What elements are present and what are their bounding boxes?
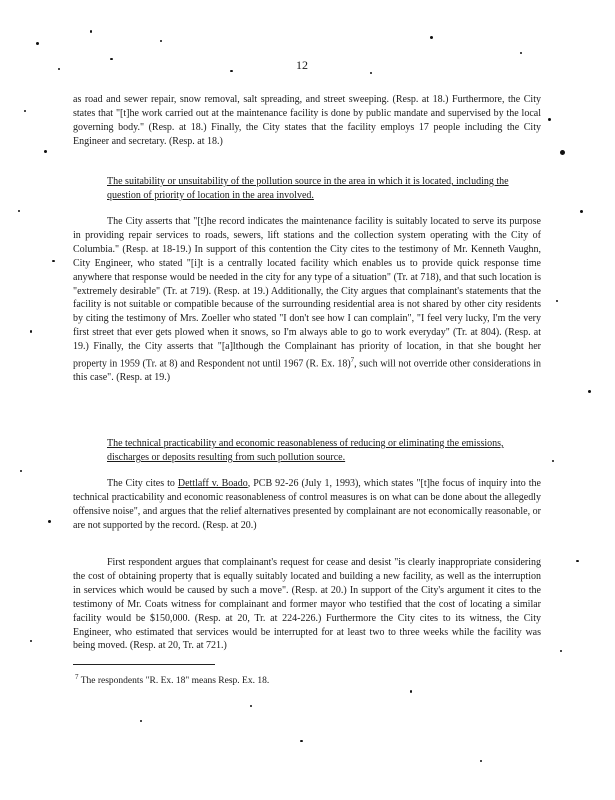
case-citation: Dettlaff v. Boado [177,478,248,489]
paragraph-practicability-text-a: The City cites to [107,478,178,489]
footnote-reference: 7 [350,356,355,365]
footnote-number: 7 [75,673,79,681]
footnote [75,673,269,686]
page-number: 12 [296,58,308,72]
section-heading-suitability: The suitability or unsuitability of the pollution source in the area in which it is located, including the question of priority of location in the area involved. [107,176,509,201]
footnote-divider [73,664,215,665]
paragraph-suitability-tail: , such will not override other considerations in this case". (Resp. at 19.) [73,358,541,384]
paragraph-suitability-text: The City asserts that "[t]he record indicates the maintenance facility is suitably located to serve its purpose in providing repair services to roads, sewers, lift stations and the collection system operating with the City of Columbia." (Resp. at 18-19.) In support of this contention the City cites to the testimony of Mr. Kenneth Vaughn, City Engineer, who stated "[i]t is a centrally located facility which enables us to provide quick response time anywhere that response would be needed in the city for any type of a situation" (Tr. at 718), and that such location is "extremely desirable" (Tr. at 719). (Resp. at 19.) Additionally, the City argues that complainant's statements that the facility is not suitable or compatible because of the surrounding residential area is not shared by other city residents by citing the testimony of Mrs. Zoeller who stated "I don't see how I can complain", "I feel very lucky, I'm the very first street that ever gets plowed when it snows, so I'm always able to go to work everyday" (Tr. at 804). (Resp. at 19.) Finally, the City asserts that "[a]lthough the Complainant has priority of location, in that she bought her property in 1959 (Tr. at 8) and Respondent not until 1967 (R. Ex. 18) [73,216,541,370]
paragraph-intro: as road and sewer repair, snow removal, salt spreading, and street sweeping. (Resp. at 18.) Furthermore, the City states that "[t]he work carried out at the maintenance facility is done by public mandate and supervised by the local governing body." (Resp. at 18.) Finally, the City states that the facility employs 17 people including the City Engineer and secretary. (Resp. at 18.) [73,94,541,147]
paragraph-suitability [73,215,541,385]
paragraph-practicability-text-b: , PCB 92-26 (July 1, 1993), which states "[t]he focus of inquiry into the technical practicability and economic reasonableness of control measures is on what can be done about the allegedly offensive noise", and argues that the relief alternatives presented by complainant are not economically reasonable, or are not supported by the record. (Resp. at 20.) [73,478,541,531]
footnote-text: The respondents "R. Ex. 18" means Resp. Ex. 18. [78,676,270,687]
paragraph-practicability [73,477,541,533]
paragraph-cost: First respondent argues that complainant's request for cease and desist "is clearly inappropriate considering the cost of obtaining property that is equally suitably located and building a new facility, as well as the interruption in services which would be caused by such a move". (Resp. at 20.) In support of the City's argument it cites to the testimony of Mr. Coats witness for complainant and former mayor who testified that the cost of locating a similar facility would be $150,000. (Resp. at 20, Tr. at 224-226.) Furthermore the City cites to its witness, the City Engineer, who estimated that services would be interrupted for at least two to three weeks while the facility was being moved. (Resp. at 20, Tr. at 721.) [73,557,541,652]
section-heading-practicability: The technical practicability and economic reasonableness of reducing or eliminating the emissions, discharges or deposits resulting from such pollution source. [107,438,504,463]
